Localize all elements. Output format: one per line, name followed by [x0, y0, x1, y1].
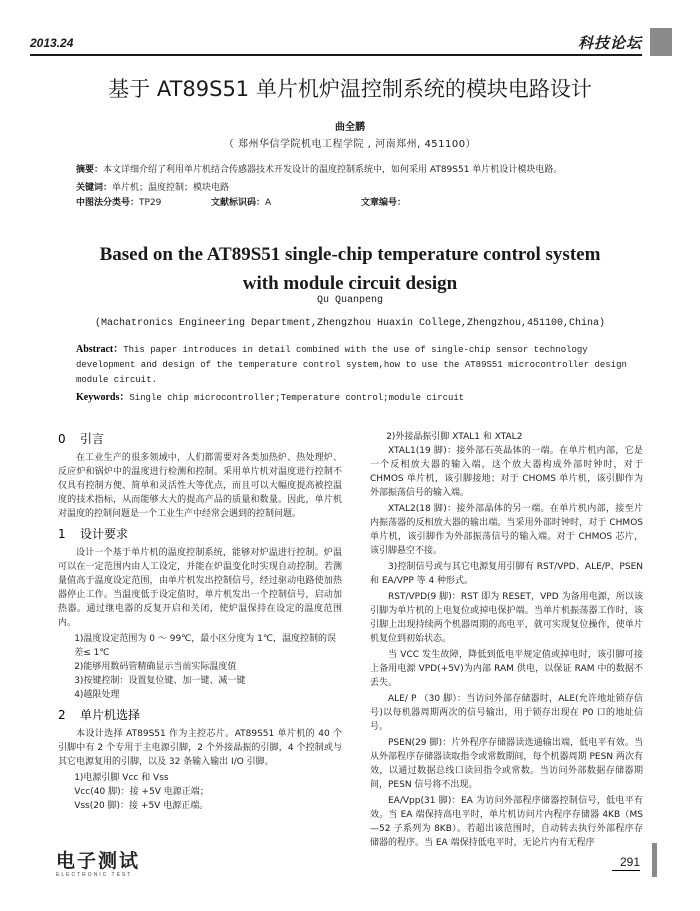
keywords-chinese-text: 单片机；温度控制；模块电路	[112, 183, 230, 193]
affiliation-english: (Machatronics Engineering Department,Zhengzhou Huaxin College,Zhengzhou,451100,China)	[94, 318, 606, 329]
list-item: 3)按键控制：设置复位键、加一键、减一键	[74, 676, 246, 686]
body-column-left	[58, 430, 342, 813]
body-column-right	[370, 430, 643, 852]
affiliation-chinese: （ 郑州华信学院机电工程学院 , 河南郑州, 451100）	[223, 139, 477, 150]
section-title: 设计要求	[80, 527, 129, 541]
title-english-line2: with module circuit design	[242, 273, 458, 294]
column-name: 科技论坛	[577, 35, 642, 52]
author-chinese: 曲全鹏	[335, 122, 365, 133]
keywords-english	[76, 388, 636, 406]
title-english	[0, 240, 700, 298]
paragraph: 本设计选择 AT89S51 作为主控芯片。AT89S51 单片机的 40 个引脚中有 2 个专用于主电源引脚，2 个外接晶振的引脚，4 个控制或与其它电源复用的引脚，以及 32 条输入输出 I/O 引脚。	[58, 729, 342, 767]
document-code	[211, 196, 271, 210]
paragraph: EA/Vpp(31 脚)：EA 为访问外部程序储器控制信号，低电平有效。当 EA 端保持高电平时，单片机访问片内程序存储器 4KB（MS—52 子系列为 8KB）。若超出该范围时，自动转去执行外部程序存储器的程序。当 EA 端保持低电平时，无论片内有无程序	[370, 796, 643, 848]
list-item: Vss(20 脚)：接 +5V 电源正端。	[74, 801, 209, 811]
section-heading-requirements	[58, 525, 342, 543]
abstract-chinese-label: 摘要：	[76, 165, 104, 175]
list-item: 2)能够用数码管精确显示当前实际温度值	[74, 662, 237, 672]
class-number-value: TP29	[139, 198, 162, 208]
abstract-english-text: This paper introduces in detail combined with the use of single-chip sensor technology development and design of the temperature control system,how to use the AT89S51 microcontroller design module circuit.	[76, 345, 627, 385]
keywords-chinese	[76, 181, 646, 195]
section-number: 0	[58, 432, 66, 446]
page-header	[30, 28, 642, 56]
paragraph: 当 VCC 发生故障，降低到低电平规定值或掉电时，该引脚可接上备用电源 VPD(+5V)为内部 RAM 供电，以保证 RAM 中的数据不丢失。	[370, 650, 643, 688]
journal-logo-subtitle: ELECTRONIC TEST	[56, 872, 133, 878]
abstract-english-label: Abstract：	[76, 344, 124, 355]
list-item: 1)电源引脚 Vcc 和 Vss	[74, 773, 169, 783]
keywords-chinese-label: 关键词：	[76, 183, 113, 193]
section-title: 引言	[80, 432, 105, 446]
journal-logo	[56, 850, 152, 890]
document-code-value: A	[265, 198, 272, 208]
paragraph: RST/VPD(9 脚)：RST 即为 RESET，VPD 为备用电源，所以该引脚为单片机的上电复位或掉电保护端。当单片机振荡器工作时，该引脚上出现持续两个机器周期的高电平，就可实现复位操作，使单片机复位到初始状态。	[370, 592, 643, 644]
footer-tab-decoration	[652, 843, 657, 877]
section-heading-mcu	[58, 706, 342, 724]
header-tab-decoration	[650, 28, 672, 56]
class-number	[76, 196, 161, 210]
list-item: 1)温度设定范围为 0 ～ 99℃，最小区分度为 1℃，温度控制的误差≤ 1℃	[74, 634, 336, 658]
title-chinese: 基于 AT89S51 单片机炉温控制系统的模块电路设计	[108, 77, 592, 101]
abstract-chinese-text: 本文详细介绍了利用单片机结合传感器技术开发设计的温度控制系统中，如何采用 AT89S51 单片机设计模块电路。	[103, 165, 563, 175]
list-item: 4)越限处理	[74, 690, 120, 700]
article-number-label: 文章编号：	[361, 198, 407, 208]
issue-number: 2013.24	[30, 36, 74, 50]
keywords-english-label: Keywords：	[76, 392, 130, 403]
list-item: Vcc(40 脚)：接 +5V 电源正端；	[74, 787, 209, 797]
paragraph: XTAL2(18 脚)：接外部晶体的另一端。在单片机内部，接至片内振荡器的反相放大器的输出端。当采用外部时钟时，对于 CHMOS 单片机，该引脚作为外部振荡信号的输入端。对于 CHMOS 芯片，该引脚悬空不接。	[370, 504, 643, 556]
section-heading-intro	[58, 430, 342, 448]
paragraph: 在工业生产的很多领域中，人们都需要对各类加热炉、热处理炉、反应炉和锅炉中的温度进行检测和控制。采用单片机对温度进行控制不仅具有控制方便、简单和灵活性大等优点，而且可以大幅度提高被控温度的技术指标，从而能够大大的提高产品的质量和数量。因此，单片机对温度的控制问题是一个工业生产中经常会遇到的控制问题。	[58, 453, 342, 519]
article-number	[361, 196, 406, 210]
paragraph: ALE/ P （30 脚）：当访问外部存储器时，ALE(允许地址锁存信号)以每机器周期两次的信号输出，用于锁存出现在 P0 口的地址信号。	[370, 694, 643, 732]
section-number: 2	[58, 708, 66, 722]
class-number-label: 中图法分类号：	[76, 198, 140, 208]
abstract-chinese	[76, 163, 646, 177]
keywords-english-text: Single chip microcontroller;Temperature control;module circuit	[129, 393, 465, 403]
paragraph: PSEN(29 脚)：片外程序存储器读选通输出端，低电平有效。当从外部程序存储器读取指令或常数期间，每个机器周期 PESN 两次有效，以通过数据总线口读回指令或常数。当访问外部数据存储器期间，PESN 信号将不出现。	[370, 738, 643, 790]
document-code-label: 文献标识码：	[211, 198, 266, 208]
paragraph: 设计一个基于单片机的温度控制系统，能够对炉温进行控制。炉温可以在一定范围内由人工设定，并能在炉温变化时实现自动控制。若测量值高于温度设定范围，由单片机发出控制信号，经过驱动电路使加热器停止工作。当温度低于设定值时，单片机发出一个控制信号，启动加热器。通过继电器的反复开启和关闭，使炉温保持在设定的温度范围内。	[58, 548, 342, 628]
author-english: Qu Quanpeng	[316, 295, 383, 306]
paragraph: XTAL1(19 脚)：接外部石英晶体的一端。在单片机内部，它是一个反相放大器的输入端，这个放大器构成外部时钟时，对于 CHMOS 单片机，该引脚接地；对于 CHOMS 单片机，该引脚作为外部振荡信号的输入端。	[370, 446, 643, 498]
title-english-line1: Based on the AT89S51 single-chip temperature control system	[99, 244, 601, 265]
page-number-underline	[612, 870, 640, 871]
abstract-english	[76, 340, 636, 388]
paragraph: 3)控制信号或与其它电源复用引脚有 RST/VPD、ALE/P、PSEN 和 EA/VPP 等 4 种形式。	[370, 562, 643, 586]
journal-logo-text: 电子测试	[56, 850, 141, 872]
page-number: 291	[620, 855, 641, 869]
section-title: 单片机选择	[80, 708, 141, 722]
section-number: 1	[58, 527, 66, 541]
list-item: 2)外接晶振引脚 XTAL1 和 XTAL2	[386, 432, 523, 442]
